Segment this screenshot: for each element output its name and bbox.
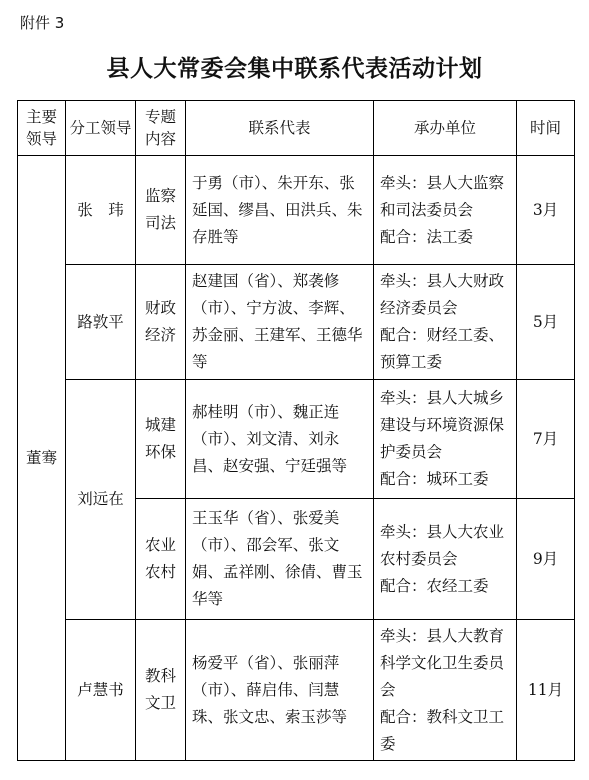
representatives-cell: 王玉华（省）、张爱美（市）、邵会军、张文娟、孟祥刚、徐倩、曹玉华等 [186,499,374,620]
header-time: 时间 [517,101,575,156]
table-row [18,265,575,380]
header-topic: 专题内容 [136,101,186,156]
time-cell: 11月 [517,620,575,761]
representatives-cell: 赵建国（省）、郑袭修（市）、宁方波、李辉、苏金丽、王建军、王德华等 [186,265,374,380]
table-row [18,156,575,265]
table-header-row [18,101,575,156]
time-cell: 7月 [517,380,575,499]
topic-cell: 教科文卫 [136,620,186,761]
topic-cell: 财政经济 [136,265,186,380]
division-leader-cell: 卢慧书 [66,620,136,761]
unit-cell: 牵头：县人大城乡建设与环境资源保护委员会 配合：城环工委 [374,380,517,499]
unit-cell: 牵头：县人大教育科学文化卫生委员会 配合：教科文卫工委 [374,620,517,761]
topic-cell: 城建环保 [136,380,186,499]
representatives-cell: 于勇（市）、朱开东、张延国、缪昌、田洪兵、朱存胜等 [186,156,374,265]
table-row [18,620,575,761]
table-row [18,380,575,499]
header-division-leader: 分工领导 [66,101,136,156]
header-representatives: 联系代表 [186,101,374,156]
unit-cell: 牵头：县人大财政经济委员会 配合：财经工委、预算工委 [374,265,517,380]
division-leader-cell: 张 玮 [66,156,136,265]
topic-cell: 农业农村 [136,499,186,620]
time-cell: 9月 [517,499,575,620]
unit-cell: 牵头：县人大农业农村委员会 配合：农经工委 [374,499,517,620]
header-main-leader: 主要领导 [18,101,66,156]
time-cell: 3月 [517,156,575,265]
division-leader-cell: 路敦平 [66,265,136,380]
header-unit: 承办单位 [374,101,517,156]
attachment-label: 附件 3 [20,14,65,32]
unit-cell: 牵头：县人大监察和司法委员会 配合：法工委 [374,156,517,265]
main-leader-cell: 董骞 [18,156,66,761]
time-cell: 5月 [517,265,575,380]
document-title: 县人大常委会集中联系代表活动计划 [106,56,483,82]
representatives-cell: 郝桂明（市）、魏正连（市）、刘文清、刘永昌、赵安强、宁廷强等 [186,380,374,499]
division-leader-cell: 刘远在 [66,380,136,620]
representatives-cell: 杨爱平（省）、张丽萍（市）、薛启伟、闫慧珠、张文忠、索玉莎等 [186,620,374,761]
topic-cell: 监察司法 [136,156,186,265]
plan-table [17,100,575,761]
